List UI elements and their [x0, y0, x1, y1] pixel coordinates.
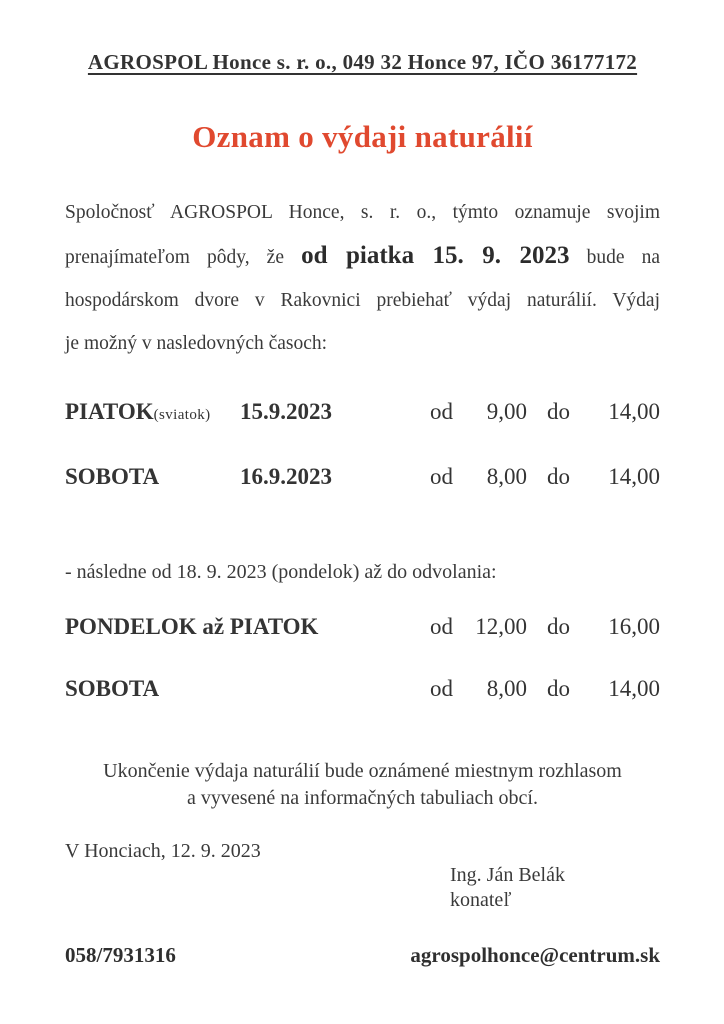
to-label: do: [547, 614, 570, 639]
footer: [65, 943, 660, 968]
document-content: [0, 50, 724, 968]
schedule-row-sobota: [65, 464, 660, 493]
time-range: [430, 464, 660, 490]
time-range: [430, 399, 660, 425]
closing-paragraph: [65, 758, 660, 812]
time-range: [430, 614, 660, 640]
schedule-row-sobota-2: [65, 676, 660, 702]
from-label: od: [430, 614, 453, 639]
schedule-second-section: [65, 614, 660, 702]
date-value: 16.9.2023: [240, 464, 332, 489]
schedule-row-pondelok-piatok: [65, 614, 660, 640]
day-name: PIATOK: [65, 399, 154, 424]
closing-line-2: a vyvesené na informačných tabuliach obcí.: [187, 787, 538, 809]
phone-number: 058/7931316: [65, 943, 176, 967]
to-time: 14,00: [608, 676, 660, 701]
intro-line-4: je možný v nasledovných časoch:: [65, 333, 328, 354]
second-period-note: - následne od 18. 9. 2023 (pondelok) až do odvolania:: [65, 561, 497, 583]
date-value: 15.9.2023: [240, 399, 332, 424]
to-time: 16,00: [608, 614, 660, 639]
schedule-first-section: [65, 399, 660, 493]
to-label: do: [547, 676, 570, 701]
intro-line-2-pre: prenajímateľom pôdy, že: [65, 247, 302, 268]
signatory-role: konateľ: [450, 889, 512, 911]
signatory-name: Ing. Ján Belák: [450, 864, 565, 886]
day-label: [65, 399, 240, 428]
closing-line-1: Ukončenie výdaja naturálií bude oznámené miestnym rozhlasom: [103, 760, 622, 782]
day-name: SOBOTA: [65, 464, 160, 489]
intro-line-2-post: bude na: [569, 247, 661, 268]
to-label: do: [547, 464, 570, 489]
day-name: SOBOTA: [65, 676, 160, 701]
from-time: 8,00: [486, 676, 527, 701]
intro-highlight-date: od piatka 15. 9. 2023: [301, 242, 570, 269]
place-date-line: V Honciach, 12. 9. 2023: [65, 840, 261, 862]
company-header-line: AGROSPOL Honce s. r. o., 049 32 Honce 97, IČO 36177172: [87, 50, 638, 74]
intro-line-1: Spoločnosť AGROSPOL Honce, s. r. o., týmto oznamuje svojim: [65, 202, 660, 223]
to-time: 14,00: [608, 399, 660, 424]
page-title: Oznam o výdaji naturálií: [192, 119, 533, 154]
schedule-row-piatok: [65, 399, 660, 428]
to-label: do: [547, 399, 570, 424]
time-range: [430, 676, 660, 702]
from-label: od: [430, 399, 453, 424]
day-label: [65, 464, 240, 493]
from-label: od: [430, 464, 453, 489]
from-time: 8,00: [486, 464, 527, 489]
day-note: (sviatok): [153, 407, 211, 423]
signature-block: [65, 863, 660, 913]
day-name: PONDELOK až PIATOK: [65, 614, 319, 639]
from-time: 9,00: [486, 399, 527, 424]
intro-line-3: hospodárskom dvore v Rakovnici prebiehať výdaj naturálií. Výdaj: [65, 290, 660, 311]
email-address: agrospolhonce@centrum.sk: [410, 943, 660, 967]
from-time: 12,00: [475, 614, 527, 639]
intro-paragraph: [65, 191, 660, 365]
intro-line-2: [65, 234, 660, 279]
to-time: 14,00: [608, 464, 660, 489]
from-label: od: [430, 676, 453, 701]
